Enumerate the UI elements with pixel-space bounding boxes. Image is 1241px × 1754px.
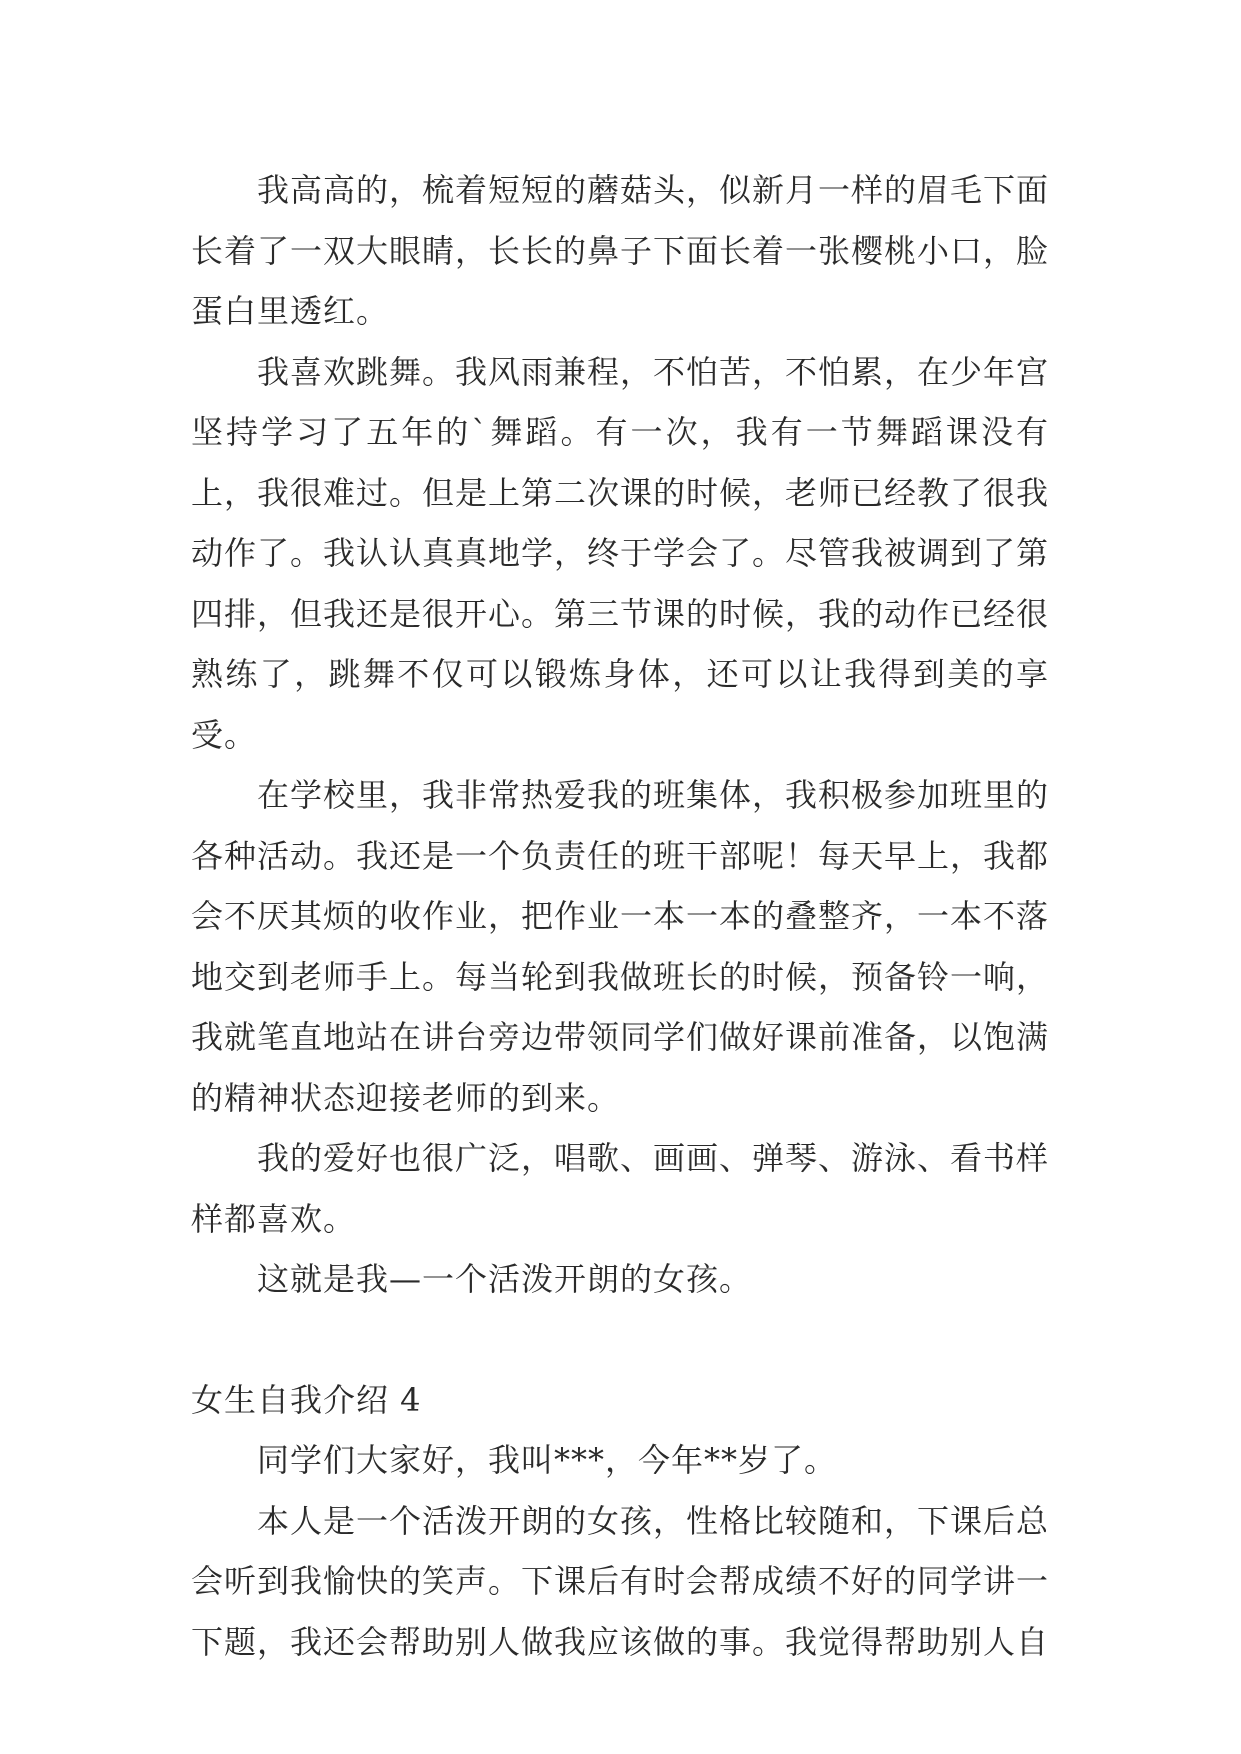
section-heading: 女生自我介绍 4 <box>191 1380 422 1419</box>
paragraph-personality: 本人是一个活泼开朗的女孩，性格比较随和，下课后总会听到我愉快的笑声。下课后有时会帮成绩不好的同学讲一下题，我还会帮助别人做我应该做的事。我觉得帮助别人自 <box>191 1501 1050 1661</box>
paragraph-hobbies: 我的爱好也很广泛，唱歌、画画、弹琴、游泳、看书样样都喜欢。 <box>191 1139 1050 1238</box>
document-body <box>191 160 1049 1672</box>
paragraph-school: 在学校里，我非常热爱我的班集体，我积极参加班里的各种活动。我还是一个负责任的班干部呢！每天早上，我都会不厌其烦的收作业，把作业一本一本的叠整齐，一本不落地交到老师手上。每当轮到我做班长的时候，预备铃一响，我就笔直地站在讲台旁边带领同学们做好课前准备，以饱满的精神状态迎接老师的到来。 <box>191 776 1050 1117</box>
paragraph-appearance: 我高高的，梳着短短的蘑菇头，似新月一样的眉毛下面长着了一双大眼睛，长长的鼻子下面长着一张樱桃小口，脸蛋白里透红。 <box>191 171 1050 330</box>
paragraph-greeting: 同学们大家好，我叫***，今年**岁了。 <box>257 1441 838 1479</box>
paragraph-dance: 我喜欢跳舞。我风雨兼程，不怕苦，不怕累，在少年宫坚持学习了五年的`舞蹈。有一次，我有一节舞蹈课没有上，我很难过。但是上第二次课的时候，老师已经教了很我动作了。我认认真真地学，终于学会了。尽管我被调到了第四排，但我还是很开心。第三节课的时候，我的动作已经很熟练了，跳舞不仅可以锻炼身体，还可以让我得到美的享受。 <box>191 352 1050 754</box>
paragraph-conclusion: 这就是我—一个活泼开朗的女孩。 <box>257 1260 753 1298</box>
